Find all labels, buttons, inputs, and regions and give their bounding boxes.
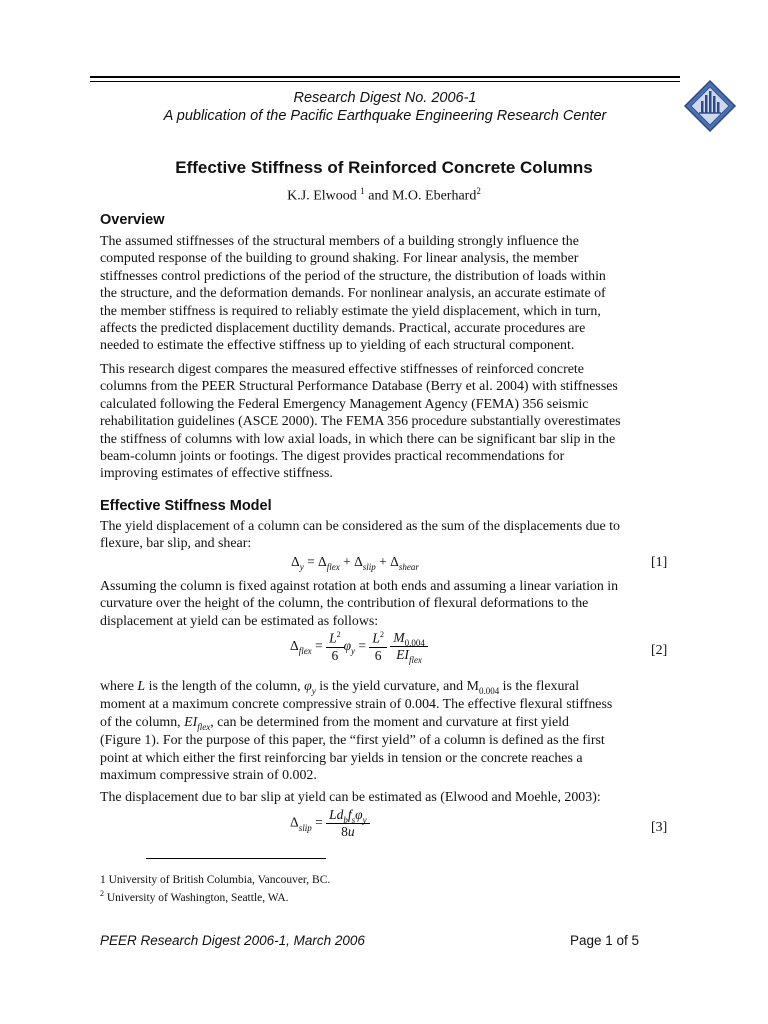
footnote-1: 1 University of British Columbia, Vancouver, BC. — [100, 874, 331, 886]
equation-1: $\Delta_y = \Delta_{flex} + \Delta_{slip} + \Delta_{shear}$ — [291, 554, 419, 572]
model-paragraph-3 — [100, 678, 675, 784]
text-fragment: is the length of the column, — [145, 679, 305, 694]
equation-1-number: [1] — [651, 555, 668, 570]
author-2-mark: 2 — [476, 186, 481, 196]
text-line: curvature over the height of the column, the contribution of flexural deformations to the — [100, 596, 589, 612]
text-line: stiffnesses control predictions of the period of the structure, the distribution of loads within — [100, 268, 606, 284]
text-line: This research digest compares the measured effective stiffnesses of reinforced concrete — [100, 362, 584, 377]
text-fragment: , can be determined from the moment and curvature at first yield — [210, 714, 569, 730]
text-fragment: of the column, — [100, 714, 185, 730]
text-line: the stiffness of columns with low axial loads, in which there can be significant bar slip in the — [100, 431, 616, 447]
overview-paragraph-1 — [100, 233, 675, 355]
symbol-m-subscript: 0.004 — [478, 686, 500, 696]
symbol-EI: EI — [184, 714, 198, 730]
text-line: computed response of the building to ground shaking. For linear analysis, the member — [100, 251, 579, 267]
text-line: the structure, and the deformation demands. For nonlinear analysis, an accurate estimate of — [100, 286, 606, 302]
text-line: (Figure 1). For the purpose of this paper, the “first yield” of a column is defined as the first — [100, 733, 605, 749]
text-line: columns from the PEER Structural Performance Database (Berry et al. 2004) with stiffnesses — [100, 379, 618, 395]
equation-3: $\Delta_{slip}$ = $\frac{Ld_bf_s\varphi_y}{8u}$ — [290, 807, 370, 840]
symbol-phi: φ — [304, 679, 312, 694]
text-line: displacement at yield can be estimated as follows: — [100, 613, 379, 629]
model-paragraph-2 — [100, 578, 675, 630]
author-1-mark: 1 — [360, 186, 365, 196]
text-line: The yield displacement of a column can be considered as the sum of the displacements due to — [100, 519, 620, 534]
footnote-2-text: University of Washington, Seattle, WA. — [104, 891, 289, 904]
model-heading: Effective Stiffness Model — [100, 498, 272, 514]
text-line: moment at a maximum concrete compressive strain of 0.004. The effective flexural stiffness — [100, 697, 613, 713]
equation-2-number: [2] — [651, 643, 668, 658]
text-line: maximum compressive strain of 0.002. — [100, 768, 317, 784]
text-line: The displacement due to bar slip at yield can be estimated as (Elwood and Moehle, 2003): — [100, 790, 601, 805]
text-line: rehabilitation guidelines (ASCE 2000). The FEMA 356 procedure substantially overestimates — [100, 414, 621, 430]
symbol-EI-subscript: flex — [197, 721, 211, 732]
text-line: improving estimates of effective stiffness. — [100, 466, 333, 482]
header-rule-thick — [90, 76, 680, 78]
text-line: Assuming the column is fixed against rotation at both ends and assuming a linear variation in — [100, 579, 619, 594]
text-line: The assumed stiffnesses of the structural members of a building strongly influence the — [100, 234, 579, 249]
text-line — [100, 714, 675, 732]
text-line: affects the predicted displacement ductility demands. Practical, accurate procedures are — [100, 321, 586, 337]
footnote-2 — [100, 889, 289, 904]
equation-3-number: [3] — [651, 820, 668, 835]
text-line: calculated following the Federal Emergency Management Agency (FEMA) 356 seismic — [100, 396, 589, 412]
text-fragment: where — [100, 679, 138, 694]
peer-logo-icon — [683, 79, 737, 133]
text-line: the member stiffness is required to reliably estimate the yield displacement, which in turn, — [100, 303, 601, 319]
footnote-2-mark: 2 — [100, 889, 104, 898]
footer-page-number: Page 1 of 5 — [570, 933, 640, 948]
overview-paragraph-2 — [100, 361, 675, 483]
footer-left: PEER Research Digest 2006-1, March 2006 — [100, 933, 365, 948]
overview-heading: Overview — [100, 212, 165, 228]
symbol-L: L — [137, 679, 146, 694]
author-line — [0, 186, 768, 205]
text-fragment: is the flexural — [499, 679, 580, 694]
author-2: M.O. Eberhard — [391, 188, 477, 204]
text-line: beam-column joints or footings. The digest provides practical recommendations for — [100, 449, 565, 465]
equation-2: $\Delta_{flex}$ = $\frac{L^2}{6}$ $\varphi_y$ = $\frac{L^2}{6}$ $\frac{M_{0.004}}{EI_{flex}}$ — [290, 630, 428, 664]
text-line — [100, 678, 675, 696]
text-line: flexure, bar slip, and shear: — [100, 536, 252, 552]
text-fragment: is the yield curvature, and M — [315, 679, 479, 694]
author-1: K.J. Elwood — [287, 188, 357, 204]
footnote-rule — [146, 858, 326, 859]
author-conj: and — [368, 188, 389, 204]
publication-line: A publication of the Pacific Earthquake Engineering Research Center — [163, 108, 607, 124]
header-rule-thin — [90, 81, 680, 82]
text-line: needed to estimate the effective stiffness up to yielding of each structural component. — [100, 338, 575, 354]
model-paragraph-1 — [100, 518, 675, 553]
digest-number: Research Digest No. 2006-1 — [293, 90, 477, 106]
symbol-phi-subscript: y — [311, 686, 316, 696]
model-paragraph-4 — [100, 789, 675, 806]
paper-title: Effective Stiffness of Reinforced Concrete Columns — [175, 158, 593, 177]
text-line: point at which either the first reinforcing bar yields in tension or the concrete reaches a — [100, 750, 583, 766]
